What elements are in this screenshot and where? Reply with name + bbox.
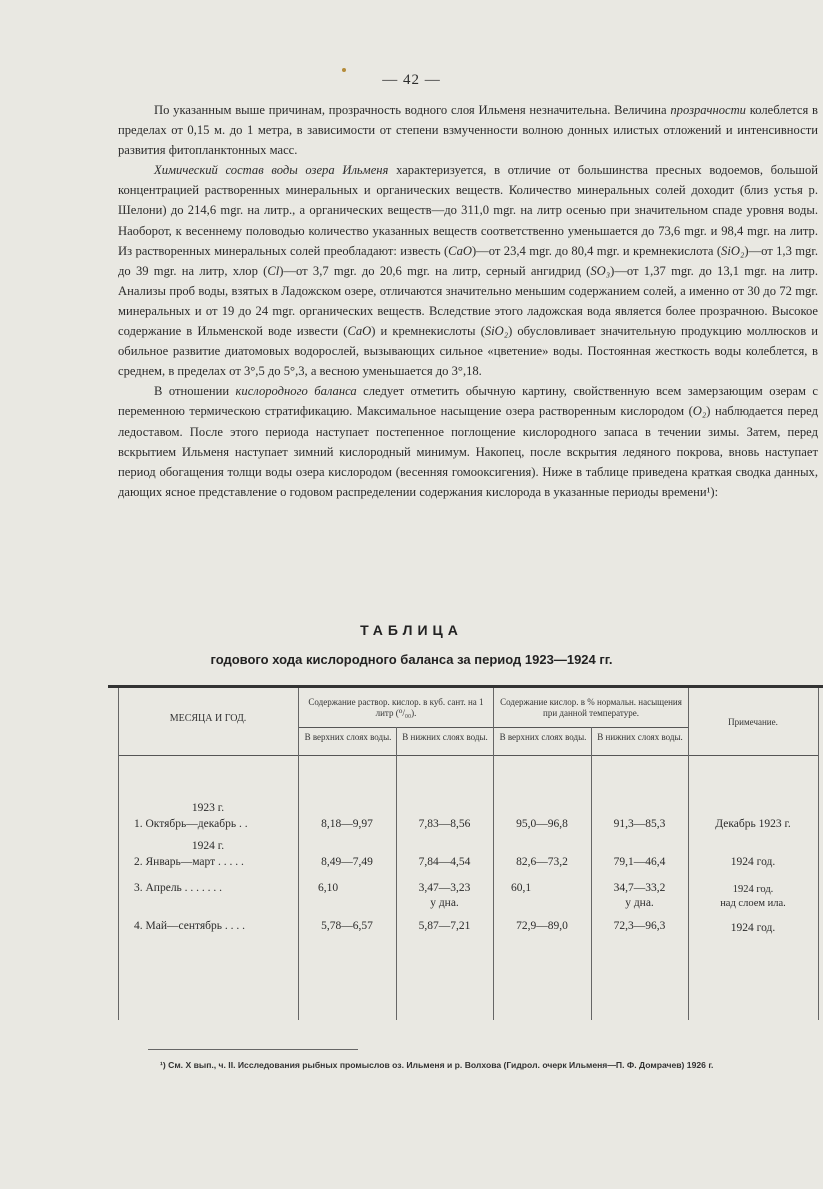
paragraph: В отношении кислородного баланса следует отметить обычную картину, свойственную всем замерзающим озерам с переменною термическою стратификацию. Максимальное насыщение озера растворенным кислородом (O₂) наблюдается перед ледоставом. После этого периода наступает постепенное поглощение кислородного запаса в течении зимы. Затем, перед вскрытием Ильменя наступает зимний кислородный минимум. Накопец, после вскрытия ледяного покрова, вновь наступает период обогащения толщи воды озера кислородом (весенняя гомооксигения). Ниже в таблице приведена краткая сводка данных, дающих ясное представление о годовом распределении содержания кислорода в указанные периоды времени¹): <box>118 384 818 499</box>
col-rule-4 <box>591 727 592 1020</box>
paragraph: По указанным выше причинам, прозрачность водного слоя Ильменя незначительна. Величина прозрачности колеблется в пределах от 0,15 м. до 1 метра, в зависимости от степени взмученности волною донных илистых отложений и интенсивности развития фитопланктонных масс. <box>118 103 818 158</box>
italic-term: SiO₂ <box>721 243 745 258</box>
row-value: 34,7—33,2 у дна. <box>613 882 666 909</box>
footnote-rule <box>148 1049 358 1050</box>
row-note: 1924 год. <box>730 856 776 868</box>
row-value: 79,1—46,4 <box>613 856 666 868</box>
row-value: 8,18—9,97 <box>321 818 373 830</box>
row-note: 1924 год. над слоем ила. <box>720 884 786 909</box>
table-top-rule <box>108 685 823 688</box>
italic-term: SiO₂ <box>484 324 509 339</box>
row-note: 1924 год. <box>730 922 776 934</box>
oxygen-table <box>108 685 823 1020</box>
header-group-saturation: Содержание кислор. в % нормальн. насыщения при данной температуре. <box>500 697 682 718</box>
table-title: ТАБЛИЦА <box>360 622 463 638</box>
row-year: 1923 г. <box>191 802 225 814</box>
italic-term: кислородного баланса <box>235 384 357 399</box>
row-label: 1. Октябрь—декабрь . . <box>134 818 248 830</box>
row-value: 60,1 <box>511 882 532 894</box>
header-group-volume: Содержание раствор. кислор. в куб. сант. на 1 литр (⁰/₀₀). <box>308 697 484 718</box>
row-value: 82,6—73,2 <box>516 856 568 868</box>
italic-term: O₂ <box>692 404 707 419</box>
header-bottom-rule <box>118 755 818 756</box>
row-value: 6,10 <box>318 882 339 894</box>
header-upper-1: В верхних слоях воды. <box>304 732 392 742</box>
row-value: 91,3—85,3 <box>613 818 666 830</box>
row-value: 72,9—89,0 <box>516 920 568 932</box>
header-month: МЕСЯЦА И ГОД. <box>169 713 247 724</box>
col-rule-3 <box>493 688 494 1020</box>
col-rule-2 <box>396 727 397 1020</box>
header-note: Примечание. <box>728 717 778 727</box>
row-value: 5,87—7,21 <box>418 920 471 932</box>
header-upper-2: В верхних слоях воды. <box>499 732 587 742</box>
table-left-rule <box>118 688 119 1020</box>
table-right-rule <box>818 688 819 1020</box>
italic-term: CaO <box>448 243 472 258</box>
body-text <box>118 100 818 502</box>
italic-term: CaO <box>347 324 372 339</box>
col-rule-5 <box>688 688 689 1020</box>
footnote: ¹) См. X вып., ч. II. Исследования рыбных промыслов оз. Ильменя и р. Волхова (Гидрол. очерк Ильменя—П. Ф. Домрачев) 1926 г. <box>160 1060 714 1070</box>
row-value: 8,49—7,49 <box>321 856 373 868</box>
italic-term: Cl <box>267 263 280 278</box>
page-number: — 42 — <box>382 72 441 88</box>
row-value: 72,3—96,3 <box>613 920 666 932</box>
row-note: Декабрь 1923 г. <box>715 818 791 830</box>
row-value: 7,83—8,56 <box>418 818 471 830</box>
row-label: 4. Май—сентябрь . . . . <box>134 920 245 932</box>
col-rule-1 <box>298 688 299 1020</box>
row-label: 2. Январь—март . . . . . <box>134 856 244 868</box>
header-lower-2: В нижних слоях воды. <box>597 732 683 742</box>
italic-term: SO₃ <box>590 263 611 278</box>
table-subtitle: годового хода кислородного баланса за период 1923—1924 гг. <box>210 652 613 667</box>
header-lower-1: В нижних слоях воды. <box>402 732 488 742</box>
row-value: 5,78—6,57 <box>321 920 373 932</box>
row-year: 1924 г. <box>191 840 225 852</box>
italic-term: прозрачности <box>670 103 746 117</box>
row-value: 7,84—4,54 <box>418 856 471 868</box>
row-value: 95,0—96,8 <box>516 818 568 830</box>
paragraph: Химический состав воды озера Ильменя характеризуется, в отличие от большинства пресных водоемов, большой концентрацией растворенных минеральных и органических веществ. Количество минеральных солей доходит (близ устья р. Шелони) до 214,6 mgr. на литр., а органических веществ—до 311,0 mgr. на литр осенью при значительном спаде уровня воды. Наоборот, к весеннему половодью количество указанных веществ соответственно уменьшается до 73,6 mgr. и 98,4 mgr. на литр. Из растворенных минеральных солей преобладают: известь (CaO)—от 23,4 mgr. до 80,4 mgr. и кремнекислота (SiO₂)—от 1,3 mgr. до 39 mgr. на литр, хлор (Cl)—от 3,7 mgr. до 20,6 mgr. на литр, серный ангидрид (SO₃)—от 1,37 mgr. до 13,1 mgr. на литр. Анализы проб воды, взятых в Ладожском озере, отличаются значительно меньшим содержанием солей, а именно от 30 до 72 mgr. минеральных и от 19 до 24 mgr. органических веществ. Вследствие этого ладожская вода является более прозрачною. Высокое содержание в Ильменской воде извести (CaO) и кремнекислоты (SiO₂) обусловливает значительную продукцию моллюсков и обильное развитие диатомовых водорослей, вызывающих сильное «цветение» воды. Постоянная жесткость воды колеблется, в среднем, в пределах от 3°,5 до 5°,3, а весною уменьшается до 3°,18. <box>118 163 818 379</box>
row-value: 3,47—3,23 у дна. <box>418 882 471 909</box>
italic-term: Химический состав воды озера Ильменя <box>154 163 389 178</box>
row-label: 3. Апрель . . . . . . . <box>134 882 223 894</box>
